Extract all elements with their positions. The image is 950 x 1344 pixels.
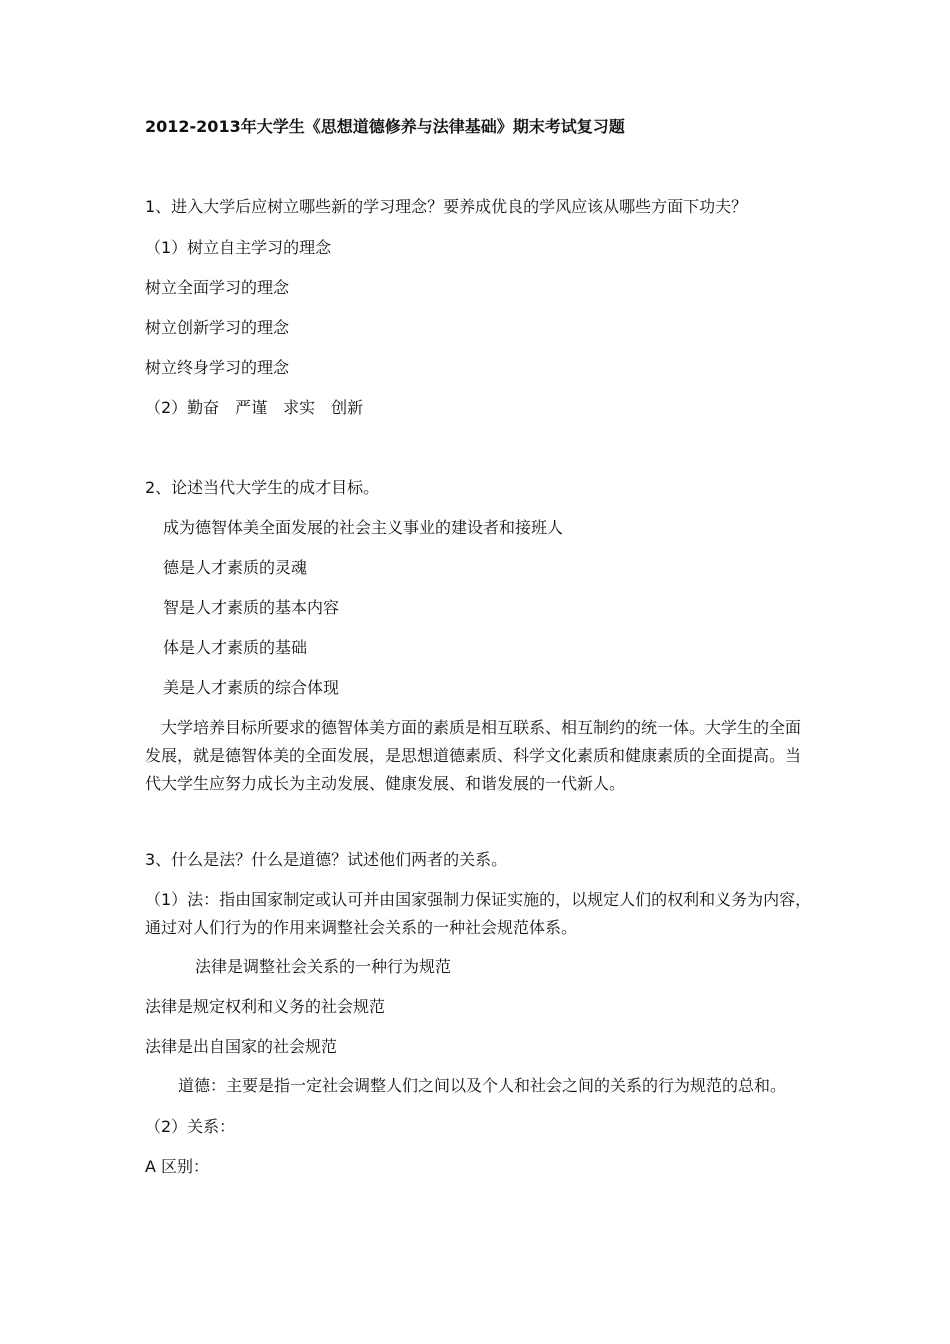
answer-1-line-2: 树立全面学习的理念: [145, 278, 290, 297]
answer-3-law-definition: （1）法：指由国家制定或认可并由国家强制力保证实施的，以规定人们的权利和义务为内容，通过对人们行为的作用来调整社会关系的一种社会规范体系。: [145, 890, 812, 937]
question-3: 3、什么是法？什么是道德？试述他们两者的关系。: [145, 850, 508, 869]
answer-1-line-5: （2）勤奋 严谨 求实 创新: [145, 398, 364, 417]
answer-1-line-1: （1）树立自主学习的理念: [145, 238, 332, 257]
answer-3-line-2: 法律是规定权利和义务的社会规范: [145, 997, 386, 1016]
answer-2-paragraph: 大学培养目标所要求的德智体美方面的素质是相互联系、相互制约的统一体。大学生的全面发展，就是德智体美的全面发展，是思想道德素质、科学文化素质和健康素质的全面提高。当代大学生应努力成长为主动发展、健康发展、和谐发展的一代新人。: [145, 718, 802, 793]
answer-3-line-1: 法律是调整社会关系的一种行为规范: [195, 957, 452, 976]
answer-1-line-4: 树立终身学习的理念: [145, 358, 290, 377]
answer-2-line-5: 美是人才素质的综合体现: [163, 678, 340, 697]
answer-3-line-3: 法律是出自国家的社会规范: [145, 1037, 338, 1056]
answer-2-line-3: 智是人才素质的基本内容: [163, 598, 340, 617]
answer-1-line-3: 树立创新学习的理念: [145, 318, 290, 337]
answer-2-line-1: 成为德智体美全面发展的社会主义事业的建设者和接班人: [163, 518, 564, 537]
document-title: 2012-2013年大学生《思想道德修养与法律基础》期末考试复习题: [145, 117, 625, 136]
answer-3-morality-definition: 道德：主要是指一定社会调整人们之间以及个人和社会之间的关系的行为规范的总和。: [178, 1076, 787, 1095]
answer-2-line-2: 德是人才素质的灵魂: [163, 558, 308, 577]
question-1: 1、进入大学后应树立哪些新的学习理念？要养成优良的学风应该从哪些方面下功夫？: [145, 197, 748, 216]
answer-3-difference-heading: A 区别：: [145, 1157, 210, 1176]
question-2: 2、论述当代大学生的成才目标。: [145, 478, 380, 497]
answer-2-line-4: 体是人才素质的基础: [163, 638, 308, 657]
answer-3-relationship-heading: （2）关系：: [145, 1117, 236, 1136]
